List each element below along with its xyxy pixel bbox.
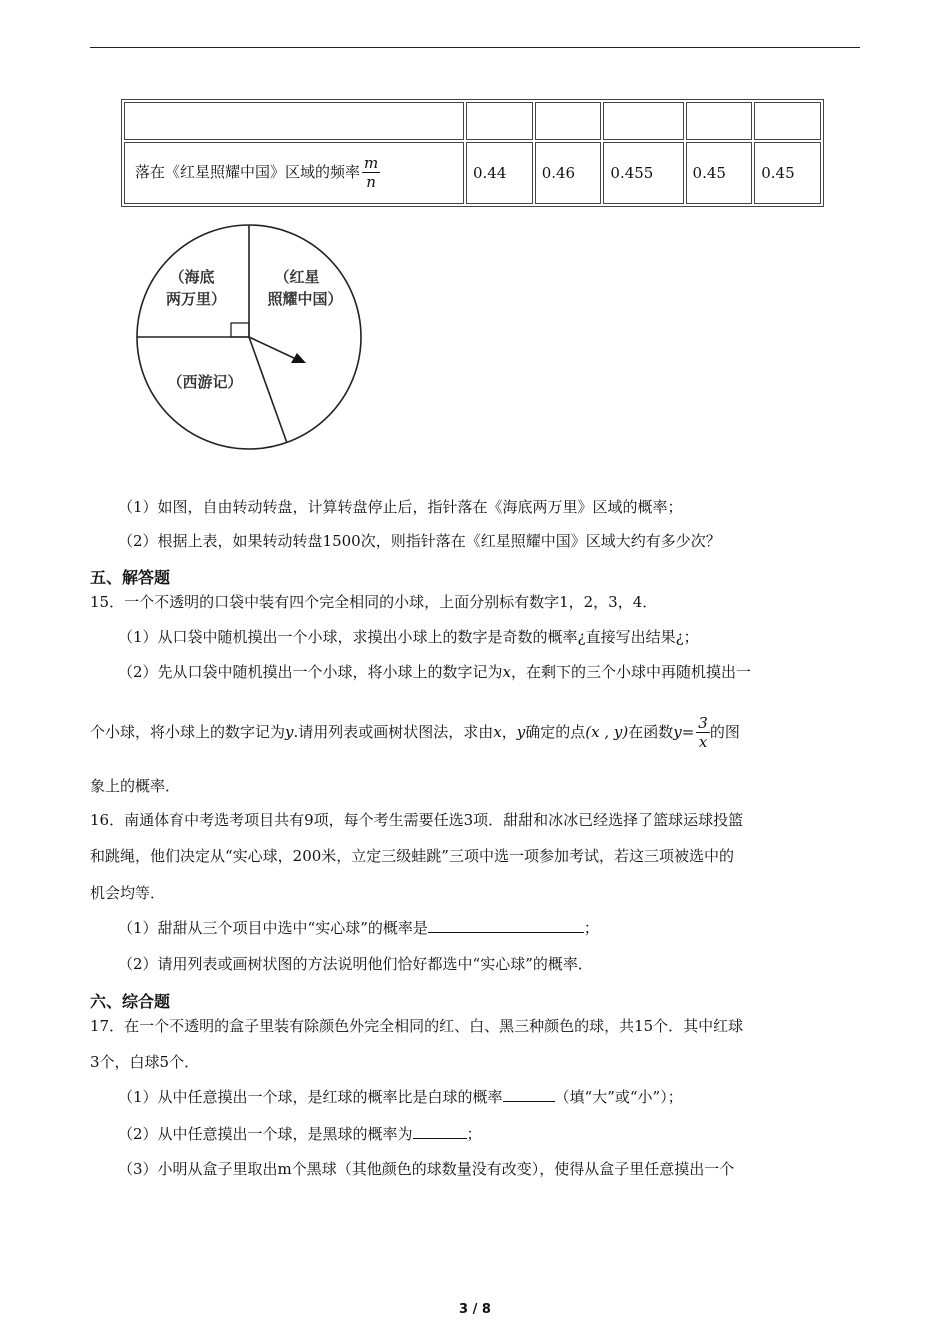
right-angle-mark <box>231 323 249 337</box>
q16-line3: 机会均等． <box>90 884 166 902</box>
frequency-table <box>121 99 824 207</box>
page-number: 3 / 8 <box>459 1302 491 1317</box>
frequency-value: 0.45 <box>754 142 821 204</box>
point-xy: (x , y) <box>585 723 629 741</box>
header-rule <box>90 47 860 48</box>
q16-line2: 和跳绳，他们决定从“实心球，200米，立定三级蛙跳”三项中选一项参加考试，若这三项被选中的 <box>90 847 734 865</box>
sector-label-ocean-l2: 两万里） <box>165 290 227 308</box>
table-cell <box>686 102 753 140</box>
q17-line2: 3个，白球5个． <box>90 1053 200 1071</box>
q17-part3: （3）小明从盒子里取出m个黑球（其他颜色的球数量没有改变），使得从盒子里任意摸出一个 <box>118 1160 735 1178</box>
frequency-value: 0.455 <box>603 142 683 204</box>
q17-part2: （2）从中任意摸出一个球，是黑球的概率为 ； <box>118 1125 482 1143</box>
section-heading-6: 六、综合题 <box>90 992 171 1011</box>
table-cell <box>466 102 533 140</box>
fraction-m-over-n: $\frac{m}{n}$ <box>364 154 379 191</box>
q14-part1: （1）如图，自由转动转盘，计算转盘停止后，指针落在《海底两万里》区域的概率； <box>118 498 683 516</box>
q15-stem: 15．一个不透明的口袋中装有四个完全相同的小球，上面分别标有数字1，2，3，4． <box>90 593 658 611</box>
sector-label-ocean-l1: （海底 <box>169 268 215 286</box>
frequency-value: 0.46 <box>535 142 602 204</box>
fraction-3-over-x: $\frac{3}{x}$ <box>698 714 708 751</box>
sector-label-redstar-l1: （红星 <box>274 268 320 286</box>
section-heading-5: 五、解答题 <box>90 568 171 587</box>
q17-part1: （1）从中任意摸出一个球，是红球的概率比是白球的概率 （填“大”或“小”）； <box>118 1088 683 1106</box>
table-row-empty <box>124 102 821 140</box>
q16-part1: （1）甜甜从三个项目中选中“实心球”的概率是 ； <box>118 919 599 937</box>
q15-part2-continued: 个小球，将小球上的数字记为y.请用列表或画树状图法，求由x，y确定的点(x , y)在函数y= $\frac{3}{x}$ 的图 <box>90 714 740 751</box>
table-cell <box>535 102 602 140</box>
q15-part2-end: 象上的概率． <box>90 777 181 795</box>
sector-label-redstar-l2: 照耀中国） <box>267 290 343 308</box>
table-cell <box>754 102 821 140</box>
q16-part2: （2）请用列表或画树状图的方法说明他们恰好都选中“实心球”的概率． <box>118 955 593 973</box>
answer-blank[interactable] <box>428 918 584 933</box>
table-cell <box>603 102 683 140</box>
q14-part2: （2）根据上表，如果转动转盘1500次，则指针落在《红星照耀中国》区域大约有多少次？ <box>118 532 721 550</box>
table-cell <box>124 102 464 140</box>
frequency-row-label: 落在《红星照耀中国》区域的频率 $\frac{m}{n}$ <box>124 142 464 204</box>
answer-blank[interactable] <box>503 1087 555 1102</box>
q17-line1: 17．在一个不透明的盒子里装有除颜色外完全相同的红、白、黑三种颜色的球，共15个．其中红球 <box>90 1017 744 1035</box>
q15-part1: （1）从口袋中随机摸出一个小球，求摸出小球上的数字是奇数的概率¿直接写出结果¿； <box>118 628 699 646</box>
table-row-frequency <box>124 142 821 204</box>
answer-blank[interactable] <box>413 1124 467 1139</box>
frequency-value: 0.44 <box>466 142 533 204</box>
sector-label-journey: （西游记） <box>167 373 243 391</box>
q16-line1: 16．南通体育中考选考项目共有9项，每个考生需要任选3项．甜甜和冰冰已经选择了篮球运球投篮 <box>90 811 744 829</box>
frequency-value: 0.45 <box>686 142 753 204</box>
spinner-diagram <box>130 222 370 452</box>
q15-part2: （2）先从口袋中随机摸出一个小球，将小球上的数字记为x，在剩下的三个小球中再随机摸出一 <box>118 663 752 681</box>
